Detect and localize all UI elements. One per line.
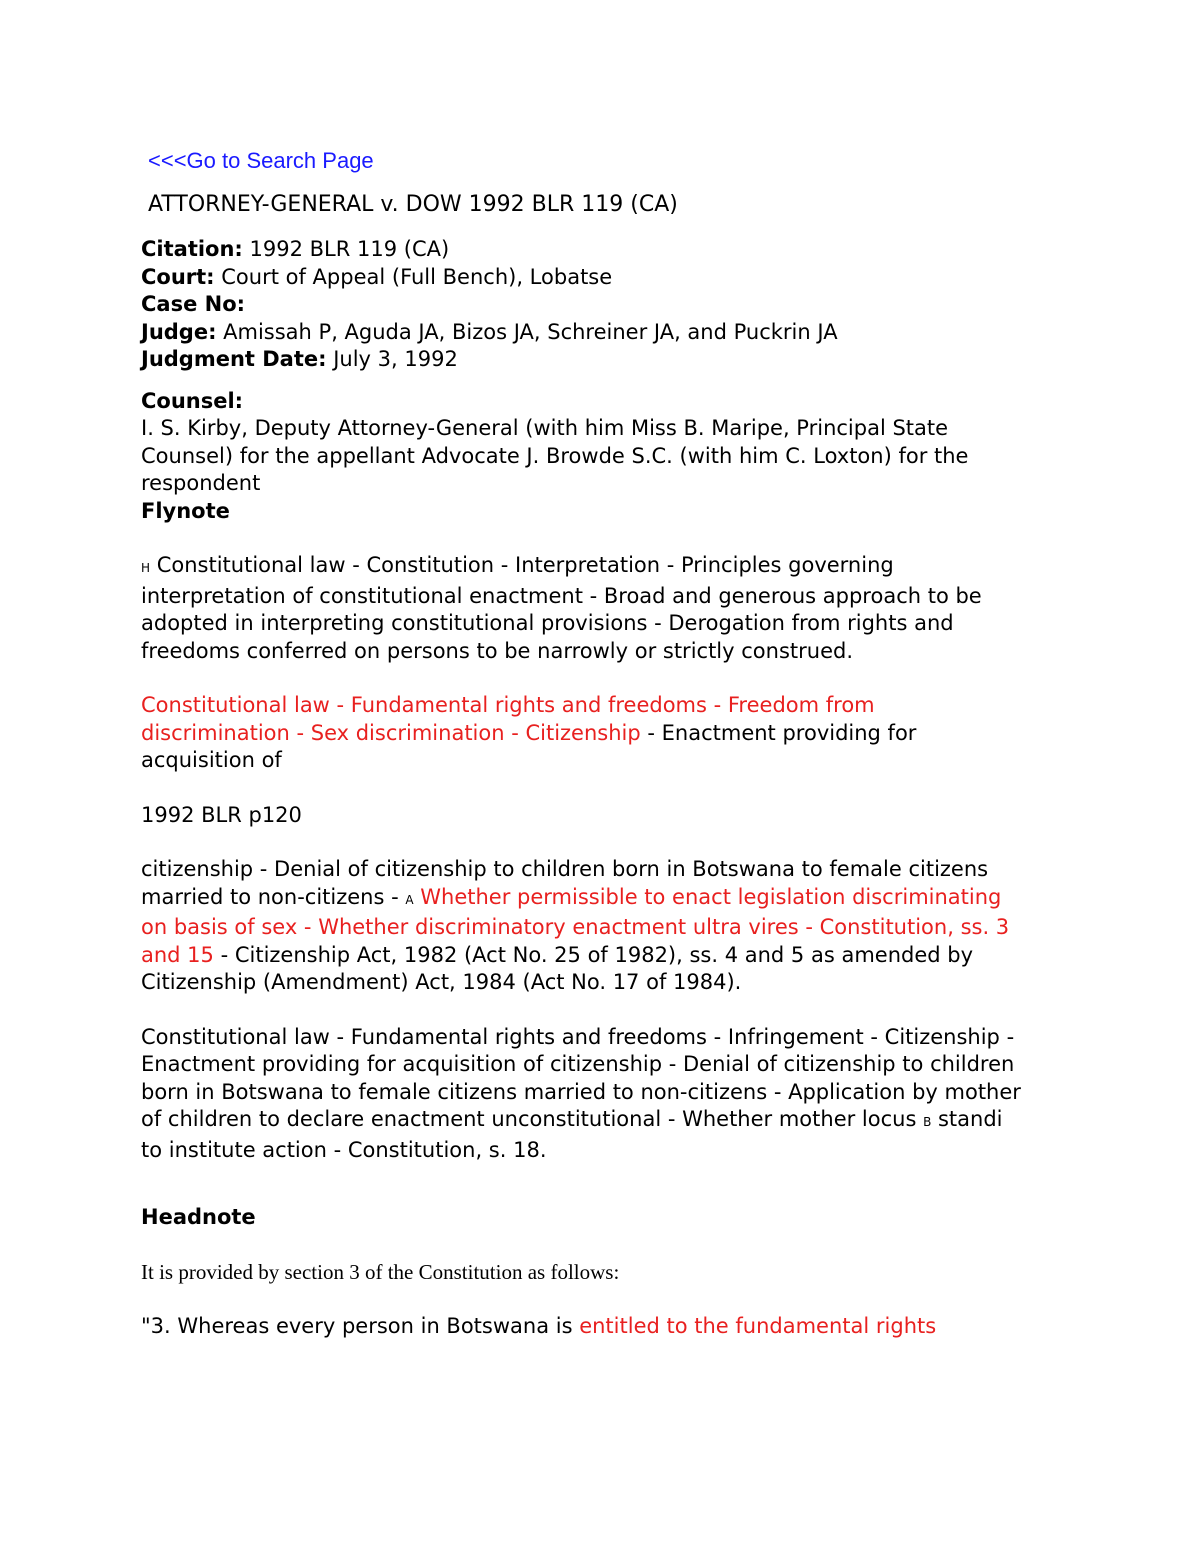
margin-marker-b: B — [923, 1115, 932, 1129]
judge-value: Amissah P, Aguda JA, Bizos JA, Schreiner JA, and Puckrin JA — [216, 319, 838, 344]
flynote-p1-text: Constitutional law - Constitution - Interpretation - Principles governing interpretation of constitutional enactment - Broad and generous approach to be adopted in interpreting constitutional provisions - Derogation from rights and freedoms conferred on persons to be narrowly or strictly construed. — [141, 553, 982, 663]
headnote-quote-highlight: entitled to the fundamental rights — [579, 1314, 937, 1338]
flynote-p3-rest: - Citizenship Act, 1982 (Act No. 25 of 1982), ss. 4 and 5 as amended by Citizenship (Amendment) Act, 1984 (Act No. 17 of 1984). — [141, 942, 974, 994]
headnote-intro: It is provided by section 3 of the Constitution as follows: — [141, 1259, 620, 1284]
case-metadata — [141, 236, 1021, 374]
citation-label: Citation: — [141, 237, 243, 261]
flynote-p3-text: citizenship - Denial of citizenship to children born in Botswana to female citizens married to non-citizens - — [141, 857, 989, 909]
go-to-search-link[interactable]: <<<Go to Search Page — [148, 148, 374, 173]
citation-value: 1992 BLR 119 (CA) — [242, 237, 450, 261]
flynote-paragraph-4 — [141, 1024, 1021, 1165]
court-label: Court: — [141, 264, 215, 289]
flynote-p4-text: Constitutional law - Fundamental rights and freedoms - Infringement - Citizenship - Enactment providing for acquisition of citizenship - Denial of citizenship to children born in Botswana to female citizens married to non-citizens - Application by mother of children to declare enactment unconstitutional - Whether mother locus — [141, 1024, 1021, 1131]
flynote-p2-highlight: Constitutional law - Fundamental rights and freedoms - Freedom from discrimination - Sex discrimination - Citizenship — [141, 693, 875, 745]
judgment-date-label: Judgment Date: — [141, 347, 327, 371]
flynote-paragraph-2 — [141, 692, 1021, 775]
court-value: Court of Appeal (Full Bench), Lobatse — [214, 264, 613, 289]
counsel-label: Counsel: — [141, 388, 244, 413]
court-line — [141, 264, 1021, 292]
page-reference: 1992 BLR p120 — [141, 802, 302, 827]
flynote-paragraph-1 — [141, 552, 1021, 665]
margin-marker-h: H — [141, 561, 151, 575]
case-no-label: Case No: — [141, 292, 246, 316]
citation-line — [141, 236, 1021, 264]
case-title: ATTORNEY-GENERAL v. DOW 1992 BLR 119 (CA) — [148, 192, 678, 217]
judgment-date-line — [141, 346, 1021, 374]
headnote-quote — [141, 1313, 1021, 1341]
judge-line — [141, 319, 1021, 347]
flynote-paragraph-3 — [141, 856, 1021, 997]
flynote-p2-text: - Enactment providing for acquisition of — [141, 720, 917, 772]
flynote-label: Flynote — [141, 498, 230, 523]
counsel-section — [141, 388, 1021, 526]
judgment-date-value: July 3, 1992 — [326, 347, 458, 371]
document-page — [141, 146, 1021, 1341]
margin-marker-a: A — [405, 892, 414, 907]
flynote-p3-highlight: Whether permissible to enact legislation discriminating on basis of sex - Whether discriminatory enactment ultra vires - Constitution, ss. 3 and 15 — [141, 884, 1010, 967]
counsel-text: I. S. Kirby, Deputy Attorney-General (with him Miss B. Maripe, Principal State Counsel) for the appellant Advocate J. Browde S.C. (with him C. Loxton) for the respondent — [141, 416, 969, 495]
headnote-label: Headnote — [141, 1205, 256, 1229]
headnote-quote-text: "3. Whereas every person in Botswana is — [141, 1314, 580, 1338]
judge-label: Judge: — [141, 319, 217, 344]
case-no-line — [141, 291, 1021, 319]
flynote-p4-rest: standi to institute action - Constitution, s. 18. — [141, 1107, 1003, 1162]
